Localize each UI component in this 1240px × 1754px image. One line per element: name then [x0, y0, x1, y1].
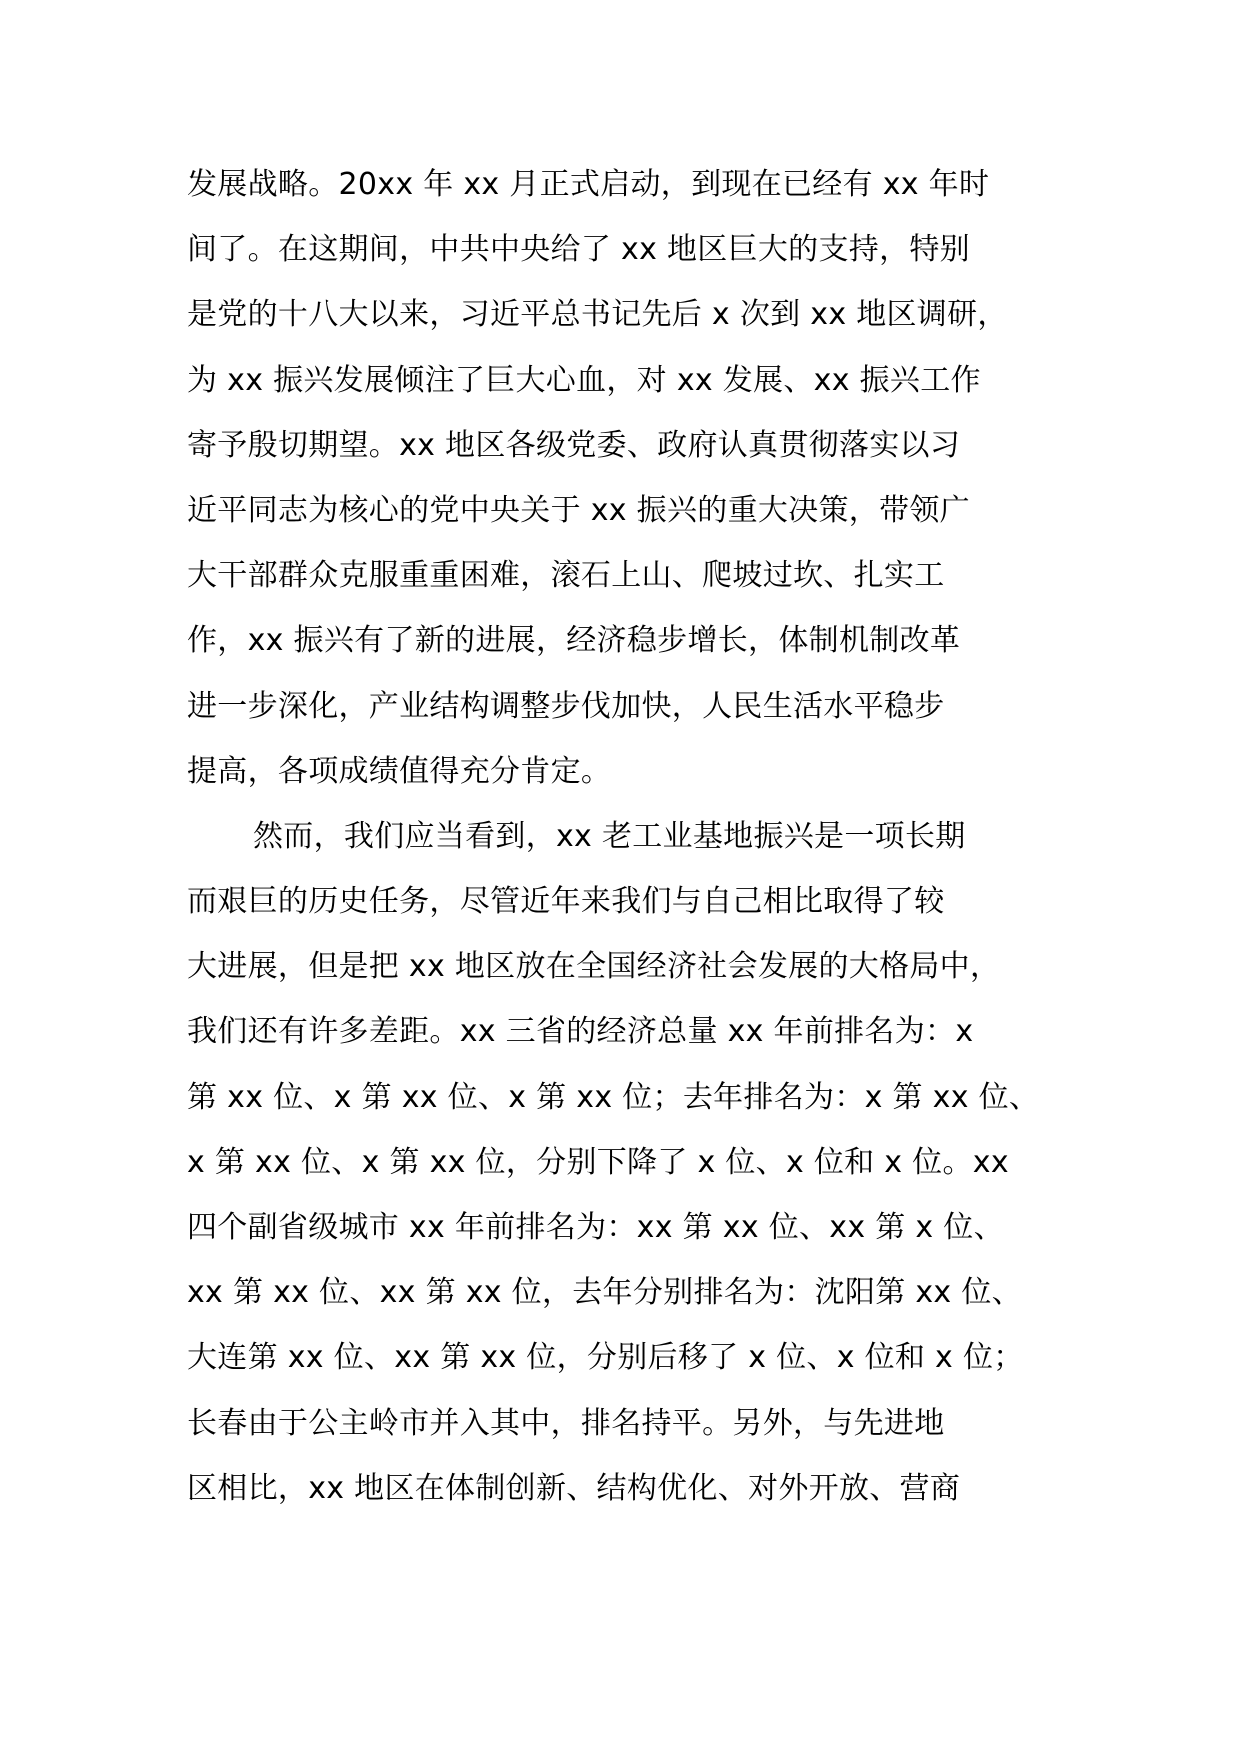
text-line: 为 xx 振兴发展倾注了巨大心血，对 xx 发展、xx 振兴工作 [187, 362, 981, 398]
text-line: 作，xx 振兴有了新的进展，经济稳步增长，体制机制改革 [187, 623, 961, 659]
text-line: 区相比，xx 地区在体制创新、结构优化、对外开放、营商 [187, 1470, 961, 1506]
text-line: 长春由于公主岭市并入其中，排名持平。另外，与先进地 [187, 1405, 945, 1441]
text-line: 大连第 xx 位、xx 第 xx 位，分别后移了 x 位、x 位和 x 位； [187, 1340, 1024, 1376]
text-line: 近平同志为核心的党中央关于 xx 振兴的重大决策，带领广 [187, 492, 970, 528]
text-line: 而艰巨的历史任务，尽管近年来我们与自己相比取得了较 [187, 884, 945, 920]
paragraph-first-line: 然而，我们应当看到，xx 老工业基地振兴是一项长期 [253, 818, 966, 854]
text-line: 是党的十八大以来，习近平总书记先后 x 次到 xx 地区调研， [187, 297, 1008, 333]
text-line: xx 第 xx 位、xx 第 xx 位，去年分别排名为：沈阳第 xx 位、 [187, 1275, 1022, 1311]
text-line: 我们还有许多差距。xx 三省的经济总量 xx 年前排名为：x [187, 1014, 974, 1050]
text-line: 第 xx 位、x 第 xx 位、x 第 xx 位；去年排名为：x 第 xx 位、 [187, 1079, 1040, 1115]
text-line: 间了。在这期间，中共中央给了 xx 地区巨大的支持，特别 [187, 232, 970, 268]
text-line: 进一步深化，产业结构调整步伐加快，人民生活水平稳步 [187, 688, 945, 724]
text-line: 大干部群众克服重重困难，滚石上山、爬坡过坎、扎实工 [187, 558, 945, 594]
body-text [187, 165, 1087, 1534]
text-line: 寄予殷切期望。xx 地区各级党委、政府认真贯彻落实以习 [187, 427, 961, 463]
text-line: 发展战略。20xx 年 xx 月正式启动，到现在已经有 xx 年时 [187, 167, 990, 202]
text-line: x 第 xx 位、x 第 xx 位，分别下降了 x 位、x 位和 x 位。xx [187, 1144, 1009, 1180]
text-line: 提高，各项成绩值得充分肯定。 [187, 753, 612, 789]
text-line: 四个副省级城市 xx 年前排名为：xx 第 xx 位、xx 第 x 位、 [187, 1210, 1004, 1245]
text-line: 大进展，但是把 xx 地区放在全国经济社会发展的大格局中， [187, 949, 1001, 985]
